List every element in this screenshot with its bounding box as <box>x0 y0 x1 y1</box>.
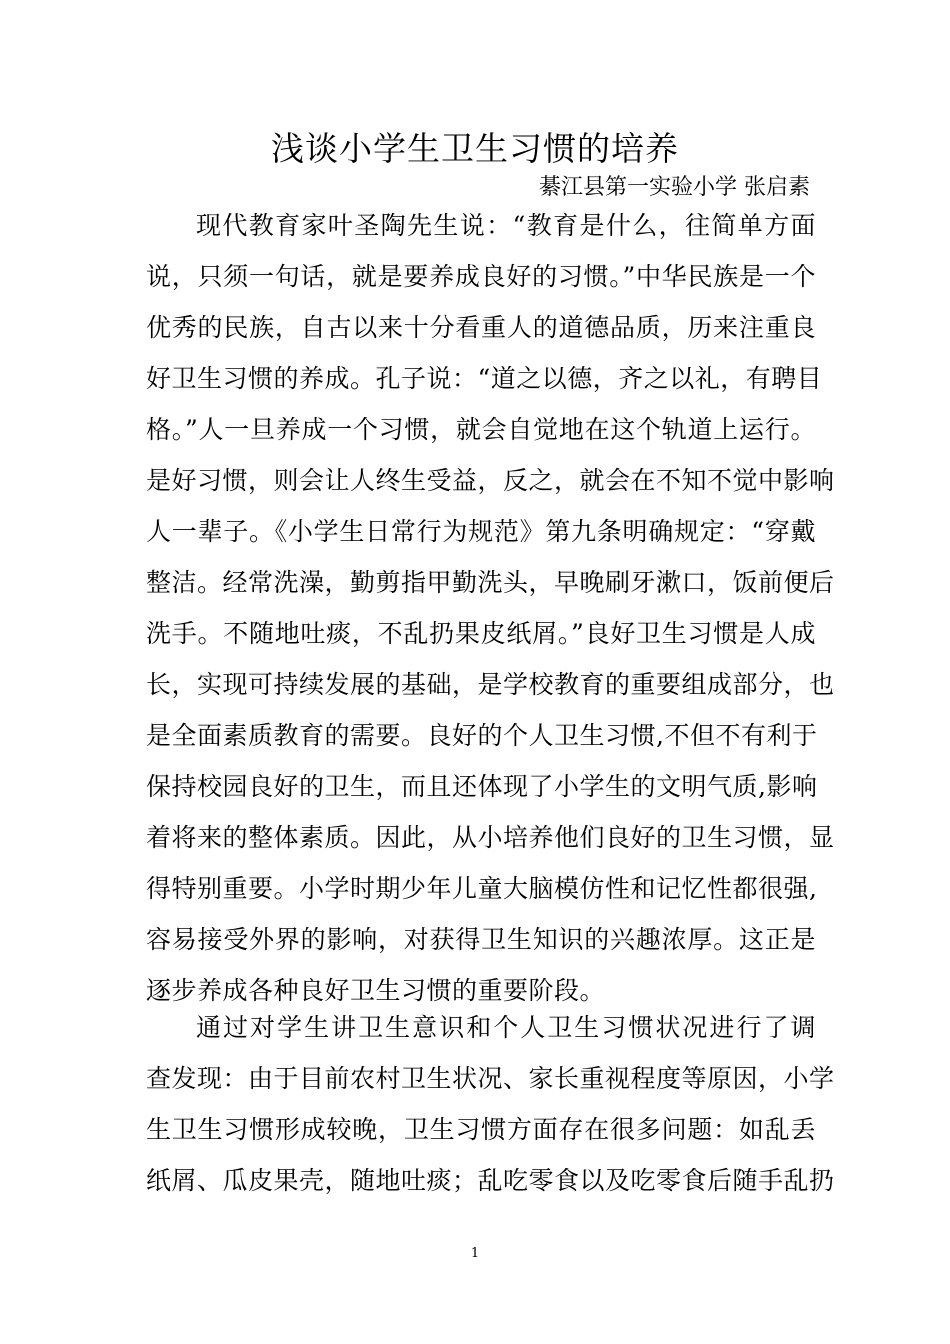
text-line: 查发现：由于目前农村卫生状况、家长重视程度等原因，小学 <box>146 1064 835 1093</box>
text-line: 优秀的民族，自古以来十分看重人的道德品质，历来注重良 <box>146 313 816 342</box>
page-number: 1 <box>470 1246 480 1261</box>
text-line: 保持校园良好的卫生，而且还体现了小学生的文明气质,影响 <box>146 772 818 801</box>
text-line: 得特别重要。小学时期少年儿童大脑模仿性和记忆性都很强, <box>146 874 818 903</box>
text-line: 说，只须一句话，就是要养成良好的习惯。”中华民族是一个 <box>146 262 816 291</box>
text-line: 洗手。不随地吐痰，不乱扔果皮纸屑。”良好卫生习惯是人成 <box>146 619 816 648</box>
text-line: 生卫生习惯形成较晚，卫生习惯方面存在很多问题：如乱丢 <box>146 1115 816 1144</box>
text-line: 是好习惯，则会让人终生受益，反之，就会在不知不觉中影响 <box>146 466 835 495</box>
document-title: 浅谈小学生卫生习惯的培养 <box>271 129 679 168</box>
text-line: 格。”人一旦养成一个习惯，就会自觉地在这个轨道上运行。 <box>146 415 816 444</box>
author-byline: 綦江县第一实验小学 张启素 <box>539 175 810 200</box>
text-line: 着将来的整体素质。因此，从小培养他们良好的卫生习惯，显 <box>146 823 835 852</box>
paragraph-1 <box>146 200 835 1016</box>
text-line: 纸屑、瓜皮果壳，随地吐痰；乱吃零食以及吃零食后随手乱扔 <box>146 1166 835 1195</box>
text-line: 长，实现可持续发展的基础，是学校教育的重要组成部分，也 <box>146 670 835 699</box>
text-line: 好卫生习惯的养成。孔子说：“道之以德，齐之以礼，有聘目 <box>146 364 823 393</box>
paragraph-2 <box>146 1002 835 1206</box>
text-line: 是全面素质教育的需要。良好的个人卫生习惯,不但不有利于 <box>146 721 818 750</box>
text-line: 现代教育家叶圣陶先生说：“教育是什么，往简单方面 <box>196 211 816 240</box>
text-line: 逐步养成各种良好卫生习惯的重要阶段。 <box>146 976 606 1005</box>
text-line: 通过对学生讲卫生意识和个人卫生习惯状况进行了调 <box>196 1013 816 1042</box>
text-line: 人一辈子。《小学生日常行为规范》第九条明确规定：“穿戴 <box>146 517 816 546</box>
text-line: 整洁。经常洗澡，勤剪指甲勤洗头，早晚刷牙漱口，饭前便后 <box>146 568 835 597</box>
text-line: 容易接受外界的影响，对获得卫生知识的兴趣浓厚。这正是 <box>146 925 816 954</box>
